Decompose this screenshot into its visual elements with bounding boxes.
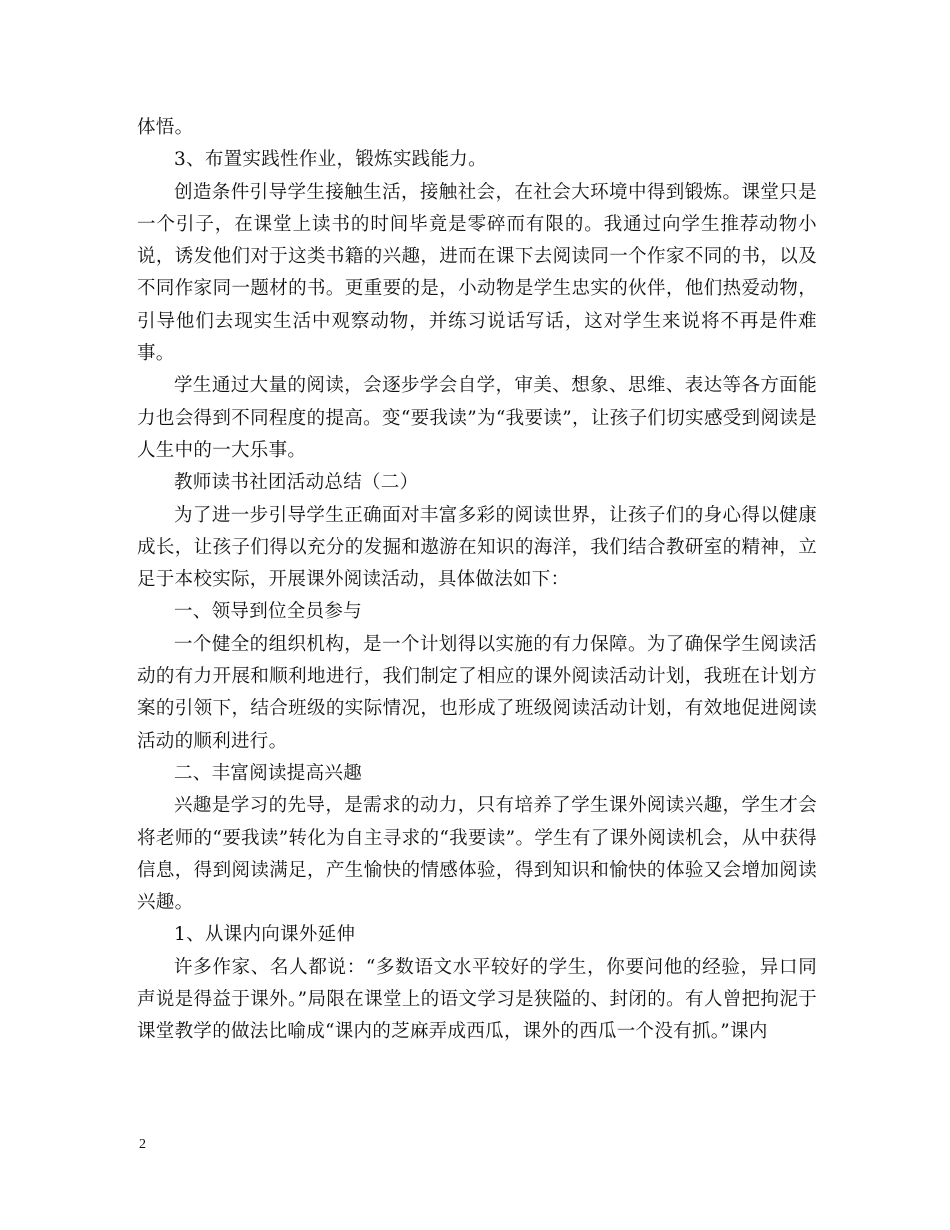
list-item-heading: 1、从课内向课外延伸 [174, 924, 356, 946]
paragraph: 创造条件引导学生接触生活，接触社会，在社会大环境中得到锻炼。课堂只是一个引子，在课堂上读书的时间毕竟是零碎而有限的。我通过向学生推荐动物小说，诱发他们对于这类书籍的兴趣，进而在课下去阅读同一个作家不同的书，以及不同作家同一题材的书。更重要的是，小动物是学生忠实的伙伴，他们热爱动物，引导他们去现实生活中观察动物，并练习说话写话，这对学生来说将不再是件难事。 [137, 181, 817, 365]
paragraph: 许多作家、名人都说：“多数语文水平较好的学生，你要问他的经验，异口同声说是得益于课外。”局限在课堂上的语文学习是狭隘的、封闭的。有人曾把拘泥于课堂教学的做法比喻成“课内的芝麻弄成西瓜，课外的西瓜一个没有抓。”课内 [137, 956, 817, 1043]
paragraph: 体悟。 [137, 117, 194, 138]
section-heading: 二、丰富阅读提高兴趣 [174, 762, 363, 784]
paragraph: 兴趣是学习的先导，是需求的动力，只有培养了学生课外阅读兴趣，学生才会将老师的“要我读”转化为自主寻求的“我要读”。学生有了课外阅读机会，从中获得信息，得到阅读满足，产生愉快的情感体验，得到知识和愉快的体验又会增加阅读兴趣。 [137, 795, 817, 914]
section-title: 教师读书社团活动总结（二） [174, 472, 419, 494]
page-number: 2 [139, 1137, 146, 1152]
paragraph: 学生通过大量的阅读，会逐步学会自学，审美、想象、思维、表达等各方面能力也会得到不同程度的提高。变“要我读”为“我要读”，让孩子们切实感受到阅读是人生中的一大乐事。 [137, 375, 817, 461]
list-item-heading: 3、布置实践性作业，锻炼实践能力。 [174, 149, 487, 171]
document-body [137, 112, 817, 1049]
paragraph: 为了进一步引导学生正确面对丰富多彩的阅读世界，让孩子们的身心得以健康成长，让孩子们得以充分的发掘和遨游在知识的海洋，我们结合教研室的精神，立足于本校实际，开展课外阅读活动，具体做法如下： [137, 504, 817, 591]
paragraph: 一个健全的组织机构，是一个计划得以实施的有力保障。为了确保学生阅读活动的有力开展和顺利地进行，我们制定了相应的课外阅读活动计划，我班在计划方案的引领下，结合班级的实际情况，也形成了班级阅读活动计划，有效地促进阅读活动的顺利进行。 [137, 633, 817, 752]
section-heading: 一、领导到位全员参与 [174, 601, 363, 623]
